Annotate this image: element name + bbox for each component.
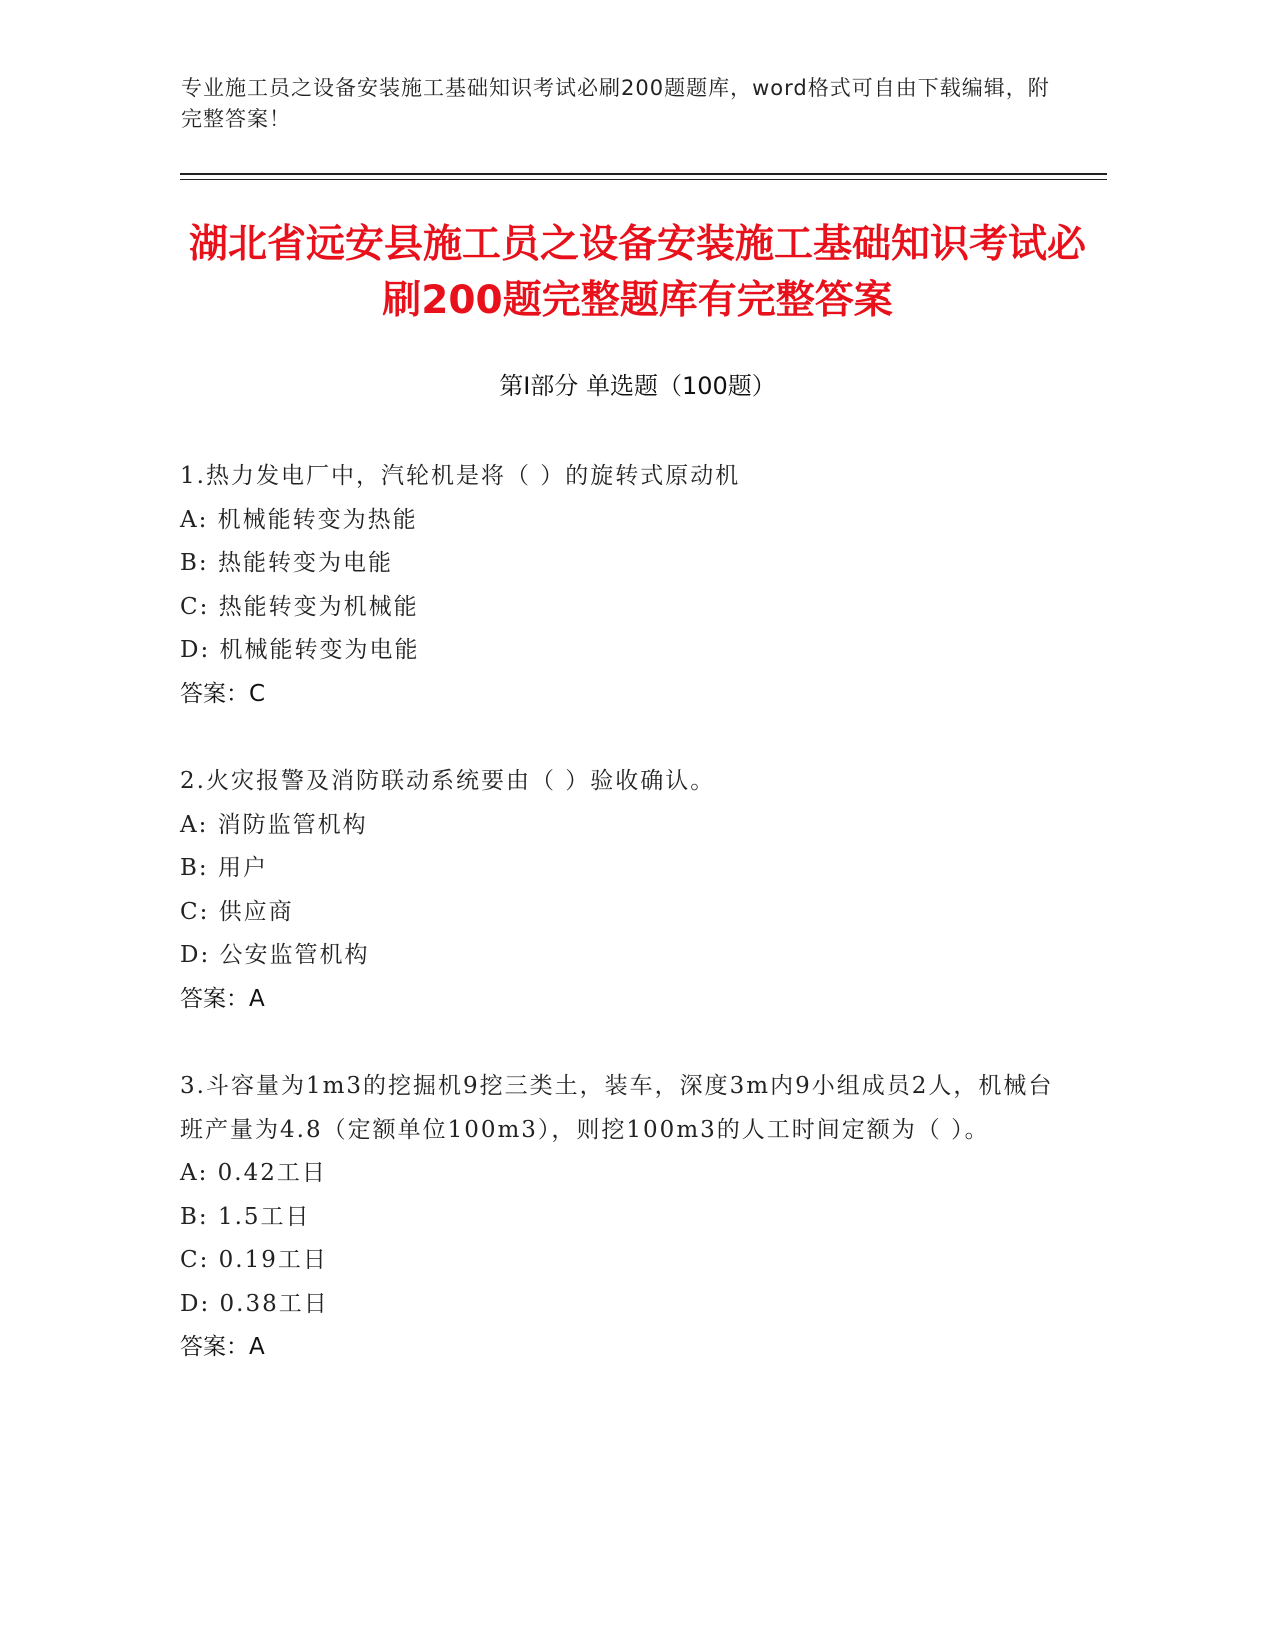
question-option: B: 用户: [180, 855, 268, 881]
header-divider-thin: [180, 179, 1107, 180]
question-option: A: 消防监管机构: [180, 811, 368, 838]
question-stem: 1.热力发电厂中，汽轮机是将（ ）的旋转式原动机: [180, 463, 741, 489]
header-divider-thick: [180, 173, 1107, 175]
question-answer: 答案：A: [180, 1334, 265, 1360]
question-item: [180, 760, 1060, 1021]
question-stem: 3.斗容量为1m3的挖掘机9挖三类土，装车，深度3m内9小组成员2人，机械台班产量为4.8（定额单位100m3），则挖100m3的人工时间定额为（ ）。: [180, 1073, 1054, 1143]
question-option: C: 热能转变为机械能: [180, 593, 419, 620]
question-option: A: 0.42工日: [180, 1160, 327, 1186]
question-option: B: 热能转变为电能: [180, 550, 393, 576]
question-answer: 答案：C: [180, 680, 266, 707]
question-option: A: 机械能转变为热能: [180, 506, 418, 533]
question-item: [180, 1065, 1060, 1370]
question-option: C: 供应商: [180, 898, 294, 925]
question-option: B: 1.5工日: [180, 1203, 311, 1230]
section-title: 第Ⅰ部分 单选题（100题）: [499, 372, 776, 400]
question-answer: 答案：A: [180, 985, 265, 1012]
document-title: 湖北省远安县施工员之设备安装施工基础知识考试必刷200题完整题库有完整答案: [188, 222, 1086, 323]
question-option: C: 0.19工日: [180, 1247, 328, 1273]
question-stem: 2.火灾报警及消防联动系统要由（ ）验收确认。: [180, 768, 716, 794]
question-list: [180, 455, 1060, 1414]
header-note: 专业施工员之设备安装施工基础知识考试必刷200题题库，word格式可自由下载编辑，附完整答案！: [181, 76, 1050, 131]
question-option: D: 机械能转变为电能: [180, 637, 420, 663]
question-item: [180, 455, 1060, 716]
question-option: D: 0.38工日: [180, 1290, 329, 1317]
question-option: D: 公安监管机构: [180, 942, 370, 968]
